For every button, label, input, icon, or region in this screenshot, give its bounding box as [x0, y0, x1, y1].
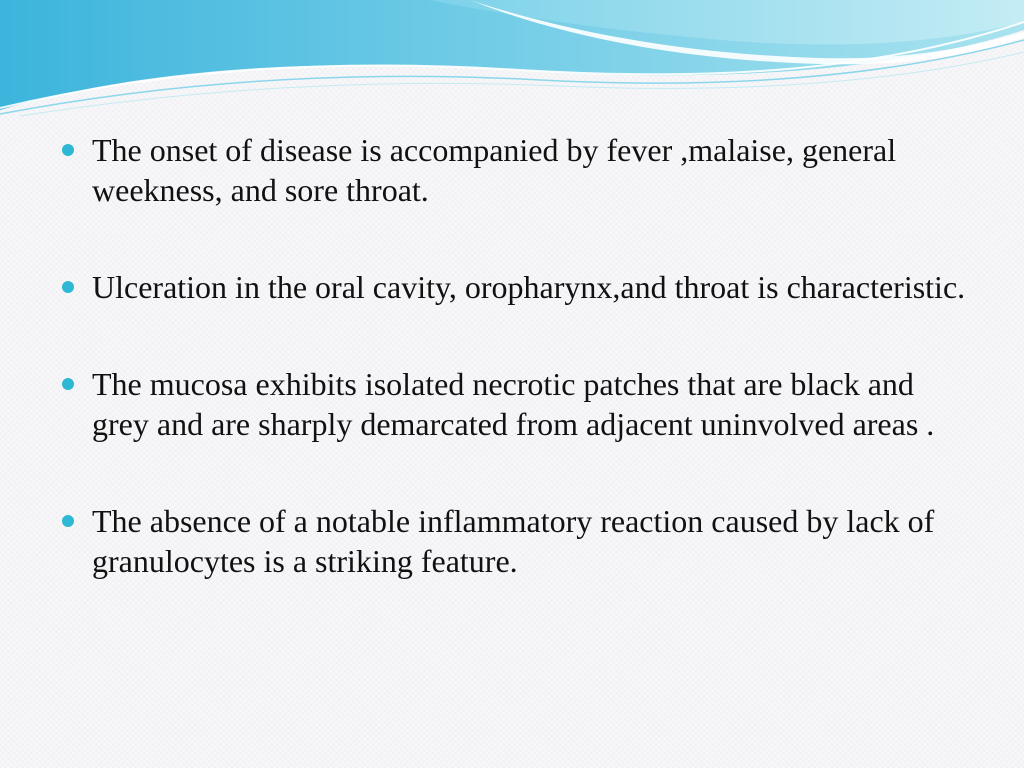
- bullet-text: The absence of a notable inflammatory reaction caused by lack of granulocytes is a striking feature.: [92, 503, 935, 579]
- slide-content: [62, 130, 972, 581]
- bullet-dot-icon: [62, 281, 74, 293]
- bullet-item-2: [62, 267, 972, 307]
- header-wave-decoration: [0, 0, 1024, 120]
- bullet-text: Ulceration in the oral cavity, oropharynx,and throat is characteristic.: [92, 269, 966, 305]
- bullet-item-4: [62, 501, 972, 581]
- bullet-list: [62, 130, 972, 581]
- bullet-dot-icon: [62, 144, 74, 156]
- bullet-text: The mucosa exhibits isolated necrotic patches that are black and grey and are sharply demarcated from adjacent uninvolved areas .: [92, 366, 935, 442]
- bullet-item-3: [62, 364, 972, 444]
- bullet-item-1: [62, 130, 972, 210]
- bullet-dot-icon: [62, 515, 74, 527]
- bullet-text: The onset of disease is accompanied by fever ,malaise, general weekness, and sore throat.: [92, 132, 897, 208]
- bullet-dot-icon: [62, 378, 74, 390]
